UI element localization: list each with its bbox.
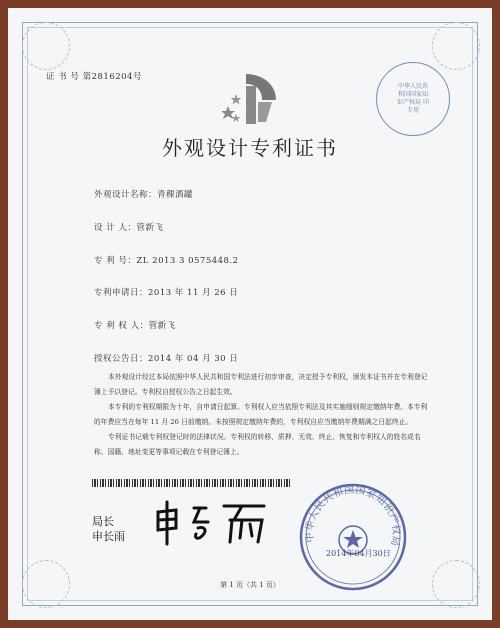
- field-value: 管新飞: [136, 223, 164, 233]
- field-label: 专 利 权 人：: [94, 321, 149, 331]
- certificate-paper: [8, 8, 492, 620]
- field-label: 外观设计名称：: [94, 190, 158, 200]
- official-seal-small: [376, 62, 450, 136]
- field-label: 授权公告日：: [94, 354, 149, 364]
- paragraph-status: 专利证书记载专利权登记时的法律状况。专利权的转移、质押、无效、终止、恢复和专利权人的姓名或名称、国籍、地址变更等事项记载在专利登记簿上。: [94, 433, 421, 456]
- field-patentee: [94, 319, 176, 331]
- field-value: 管新飞: [148, 321, 176, 331]
- field-design-name: [94, 188, 193, 200]
- certificate-title: 外观设计专利证书: [162, 136, 338, 160]
- director-title: 局长: [92, 515, 114, 528]
- director-name: 申长雨: [92, 530, 125, 543]
- corner-ornament: [22, 22, 70, 70]
- paragraph-grant: 本外观设计经过本局依照中华人民共和国专利法进行初步审查，决定授予专利权，颁发本证书并在专利登记簿上予以登记。专利权自授权公告之日起生效。: [94, 373, 428, 396]
- field-value: 2013 年 11 月 26 日: [148, 288, 239, 298]
- field-label: 专 利 号：: [94, 256, 137, 266]
- seal-large-text: 中华人民共和国国家知识产权局: [304, 484, 402, 548]
- field-value: 青稞酒罐: [157, 190, 194, 200]
- field-value: ZL 2013 3 0575448.2: [136, 256, 239, 266]
- field-application-date: [94, 286, 238, 298]
- corner-ornament: [432, 22, 480, 70]
- certificate-number: 证 书 号 第2816204号: [46, 72, 142, 82]
- sipo-emblem: [222, 72, 278, 126]
- director-signature: [154, 498, 274, 548]
- seal-date: 2014年04月30日: [326, 549, 391, 558]
- field-patent-number: [94, 254, 239, 266]
- field-grant-date: [94, 352, 238, 364]
- official-seal-large: [298, 482, 408, 592]
- field-value: 2014 年 04 月 30 日: [148, 354, 239, 364]
- seal-small-text: 中华人民共和国国家知识产权局 印专用: [397, 83, 429, 114]
- field-label: 设 计 人：: [94, 223, 137, 233]
- barcode: [92, 479, 292, 487]
- field-designer: [94, 221, 163, 233]
- page-number: 第 1 页（共 1 页）: [220, 581, 280, 589]
- paragraph-term: 本专利的专利权期限为十年，自申请日起算。专利权人应当依照专利法及其实施细则规定缴纳年费。本专利的年费应当在每年 11 月 26 日前缴纳。未按照规定缴纳年费的，专利权自应当缴纳年费期满之日起终止。: [94, 403, 428, 426]
- field-label: 专利申请日：: [94, 288, 149, 298]
